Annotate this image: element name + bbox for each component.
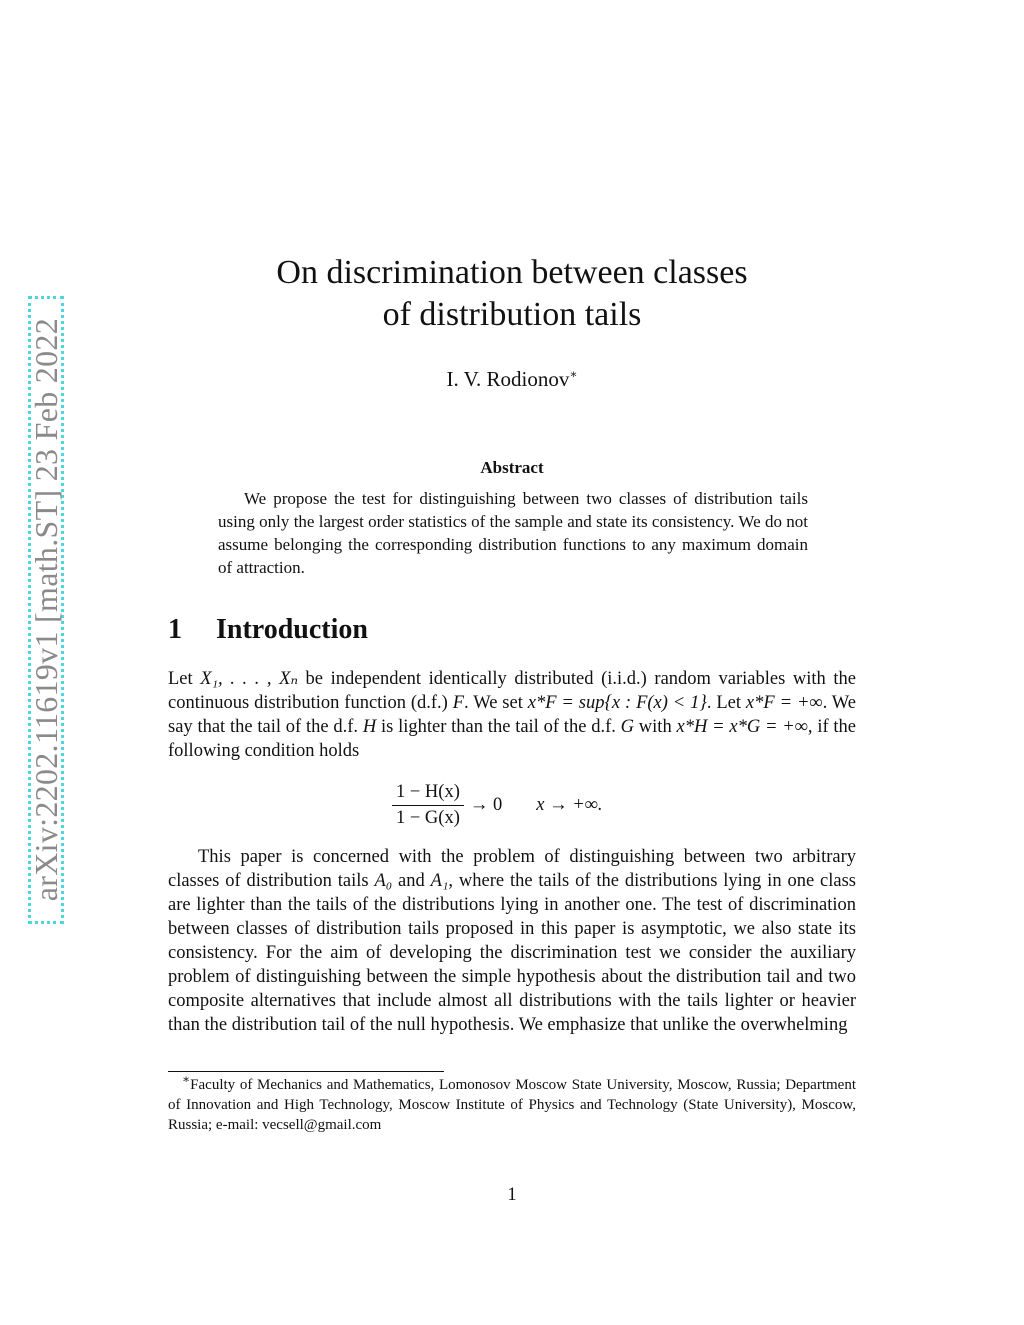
abstract-body: We propose the test for distinguishing between two classes of distribution tails using only the largest order statistics of the sample and state its consistency. We do not assume belonging the corresponding distribution functions to any maximum domain of attraction. <box>218 489 808 577</box>
author-line <box>168 366 856 392</box>
fraction-numerator: 1 − H(x) <box>392 782 464 806</box>
title-line-1: On discrimination between classes <box>276 254 748 291</box>
text-run: . We say that the tail of the d.f. <box>168 693 857 737</box>
text-run: . Let <box>706 693 746 713</box>
abstract-heading: Abstract <box>480 458 544 477</box>
footnote-rule <box>168 1071 444 1072</box>
text-run: and <box>392 871 431 891</box>
math-F: F <box>452 693 465 713</box>
text-run: is lighter than the tail of the d.f. <box>376 717 621 737</box>
author-footnote-mark: ∗ <box>569 367 578 381</box>
math-A0: A₀ <box>374 871 393 891</box>
math-H: H <box>362 717 377 737</box>
limit-condition: x → +∞. <box>536 794 603 815</box>
text-run: . We set <box>464 693 528 713</box>
text-run: Let <box>168 669 201 689</box>
author-name: I. V. Rodionov <box>446 367 570 391</box>
title-line-2: of distribution tails <box>382 296 642 333</box>
footnote-text: Faculty of Mechanics and Mathematics, Lomonosov Moscow State University, Moscow, Russia; Department of Innovation and High Technology, Moscow Institute of Physics and Technology (State University), Moscow, Russia; e-mail: vecsell@gmail.com <box>168 1077 856 1133</box>
math-right-endpoint-definition: x*F = sup{x : F(x) < 1} <box>527 693 707 713</box>
footnote-mark: ∗ <box>182 1072 191 1086</box>
text-run: This paper is concerned with the problem of distinguishing between two arbitrary classes of distribution tails <box>168 847 856 891</box>
section-title: Introduction <box>216 614 368 645</box>
text-run: with <box>634 717 677 737</box>
limit-arrow: → 0 <box>469 794 503 815</box>
intro-paragraph-1 <box>168 667 856 763</box>
math-right-endpoint-infinite: x*F = +∞ <box>745 693 823 713</box>
tail-ratio-fraction <box>392 782 464 829</box>
math-endpoints-HG: x*H = x*G = +∞ <box>676 717 808 737</box>
page-number: 1 <box>507 1185 517 1205</box>
text-run: , if the following condition holds <box>168 717 857 761</box>
display-equation <box>392 778 603 832</box>
math-A1: A₁ <box>430 871 449 891</box>
math-sample-sequence: X₁, . . . , Xₙ <box>200 669 298 689</box>
text-run: , where the tails of the distributions lying in one class are lighter than the tails of the distributions lying in another one. The test of discrimination between classes of distribution tails proposed in this paper is asymptotic, we also state its consistency. For the aim of developing the discrimination test we consider the auxiliary problem of distinguishing between the simple hypothesis about the distribution tail and two composite alternatives that include almost all distributions with the tails lighter or heavier than the distribution tail of the null hypothesis. We emphasize that unlike the overwhelming <box>168 871 856 1035</box>
text-run: be independent identically distributed (i.i.d.) random variables with the continuous distribution function (d.f.) <box>168 669 856 713</box>
paper-title <box>168 252 856 336</box>
footnote <box>168 1072 856 1135</box>
math-G: G <box>620 717 635 737</box>
arxiv-stamp <box>28 296 64 924</box>
fraction-denominator: 1 − G(x) <box>396 807 460 828</box>
section-number: 1 <box>168 614 182 645</box>
section-heading <box>168 612 368 648</box>
arxiv-identifier: arXiv:2202.11619v1 [math.ST] 23 Feb 2022 <box>27 318 64 902</box>
intro-paragraph-2 <box>168 845 856 1037</box>
